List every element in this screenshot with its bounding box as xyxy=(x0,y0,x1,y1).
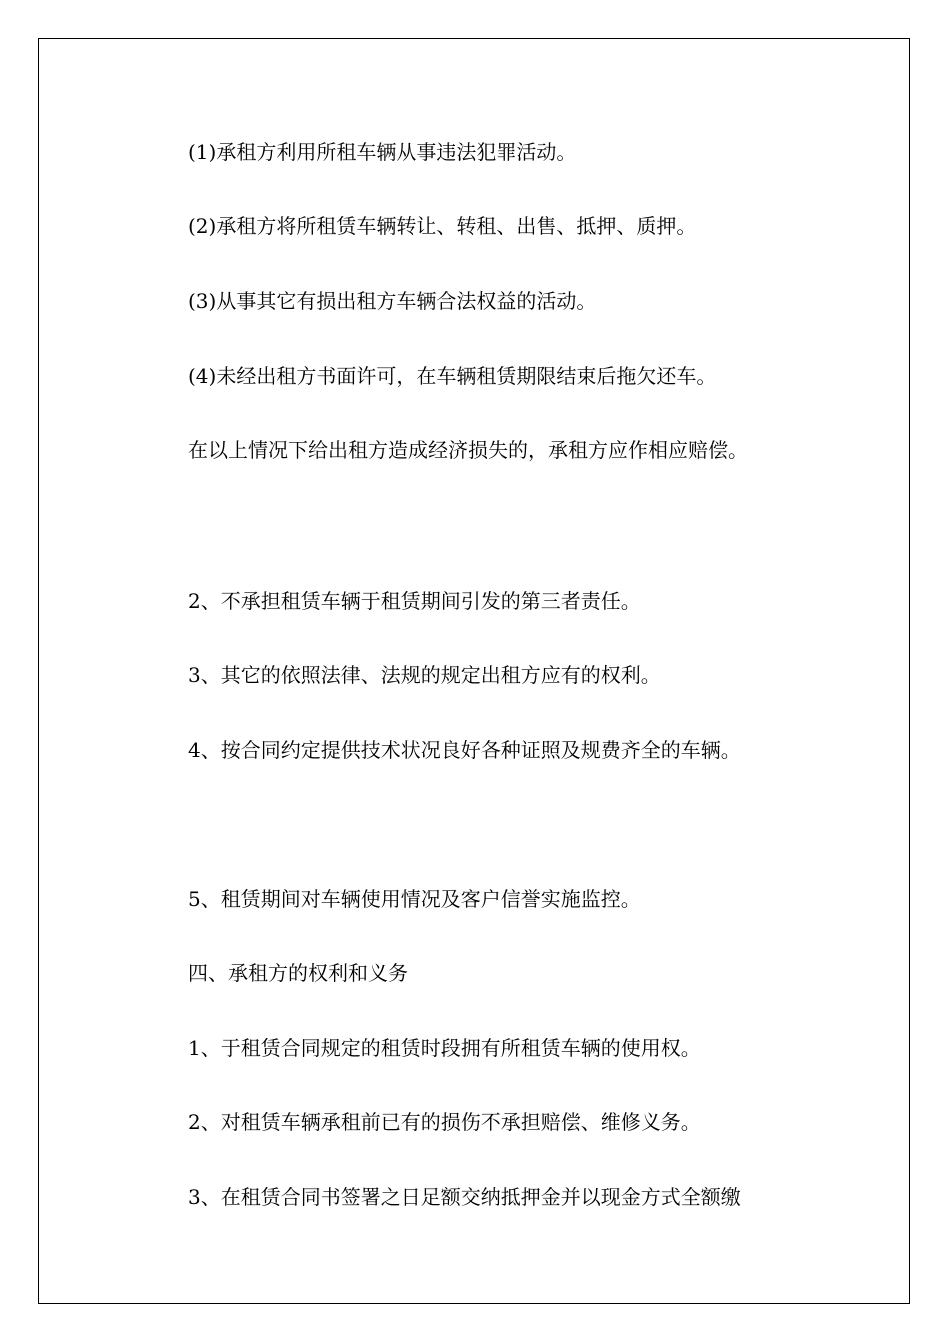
lessee-right-1: 1、于租赁合同规定的租赁时段拥有所租赁车辆的使用权。 xyxy=(188,1036,701,1060)
compensation-paragraph: 在以上情况下给出租方造成经济损失的，承租方应作相应赔偿。 xyxy=(188,438,748,462)
section-heading-lessee: 四、承租方的权利和义务 xyxy=(188,961,408,985)
clause-1-text: (1)承租方利用所租车辆从事违法犯罪活动。 xyxy=(188,140,577,164)
lessee-right-2: 2、对租赁车辆承租前已有的损伤不承担赔偿、维修义务。 xyxy=(188,1110,701,1134)
clause-4-text: (4)未经出租方书面许可，在车辆租赁期限结束后拖欠还车。 xyxy=(188,364,717,388)
clause-3-text: (3)从事其它有损出租方车辆合法权益的活动。 xyxy=(188,289,597,313)
lessor-right-4: 4、按合同约定提供技术状况良好各种证照及规费齐全的车辆。 xyxy=(188,738,741,762)
lessee-right-3: 3、在租赁合同书签署之日足额交纳抵押金并以现金方式全额缴 xyxy=(188,1185,741,1209)
lessor-right-3: 3、其它的依照法律、法规的规定出租方应有的权利。 xyxy=(188,663,661,687)
clause-2-text: (2)承租方将所租赁车辆转让、转租、出售、抵押、质押。 xyxy=(188,214,697,238)
lessor-right-2: 2、不承担租赁车辆于租赁期间引发的第三者责任。 xyxy=(188,589,641,613)
lessor-right-5: 5、租赁期间对车辆使用情况及客户信誉实施监控。 xyxy=(188,887,641,911)
